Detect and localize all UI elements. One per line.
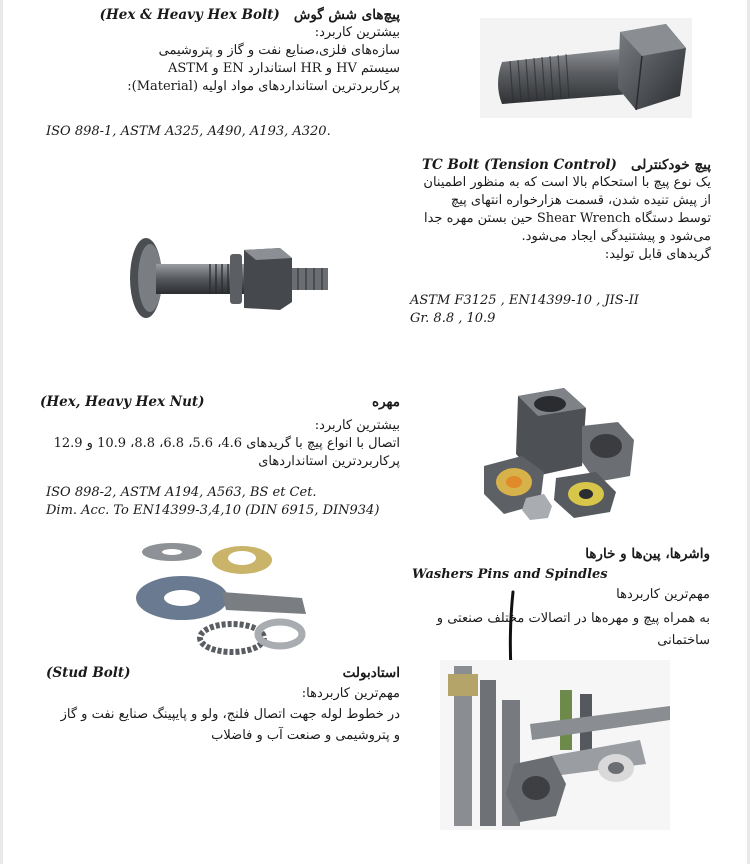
stud-bolts-photo <box>440 660 670 830</box>
tc-bolt-desc-line3: توسط دستگاه Shear Wrench حین بستن مهره جدا <box>423 211 711 226</box>
tc-bolt-photo <box>120 228 335 328</box>
nut-section <box>40 393 400 471</box>
stud-bolt-usage-line2: و پتروشیمی و صنعت آب و فاضلاب <box>211 728 400 743</box>
washers-section <box>400 545 710 563</box>
washers-usage-line2: ساختمانی <box>657 633 710 648</box>
nut-standards-line2: Dim. Acc. To EN14399-3,4,10 (DIN 6915, DIN934) <box>46 503 380 518</box>
stud-bolt-usage-label: مهم‌ترین کاربردها: <box>301 686 400 701</box>
hex-bolt-standards-label: پرکاربردترین استانداردهای مواد اولیه (Material): <box>127 79 400 94</box>
washers-usage <box>400 586 710 650</box>
tc-bolt-title <box>395 156 711 174</box>
tc-bolt-grades <box>410 292 710 328</box>
nut-standards <box>46 484 396 520</box>
washers-pins-photo <box>132 538 317 658</box>
nut-title-en: (Hex, Heavy Hex Nut) <box>40 394 205 410</box>
hex-bolt-section <box>30 6 400 96</box>
hex-bolt-photo <box>480 18 692 118</box>
tc-bolt-desc-line2: از پیش تنیده شدن، قسمت هزارخواره انتهای پیچ <box>450 193 711 208</box>
tc-bolt-title-fa: پیچ خودکنترلی <box>631 157 711 173</box>
stud-bolt-title-fa: استادبولت <box>342 665 400 681</box>
washers-usage-label: مهم‌ترین کاربردها <box>616 587 710 602</box>
tc-bolt-grades-line2: Gr. 8.8 , 10.9 <box>410 311 496 326</box>
stud-bolt-usage-line1: در خطوط لوله جهت اتصال فلنج، ولو و پایپینگ صنایع نفت و گاز <box>60 707 400 722</box>
hex-bolt-standards <box>46 123 376 141</box>
nut-title-fa: مهره <box>372 394 400 410</box>
washers-title-en-wrap <box>412 566 712 584</box>
washers-title-en: Washers Pins and Spindles <box>412 567 608 582</box>
hex-bolt-title-en: (Hex & Heavy Hex Bolt) <box>99 7 280 23</box>
stud-bolt-title-en: (Stud Bolt) <box>46 665 131 681</box>
nut-usage-line: اتصال با انواع پیچ با گریدهای 4.6، 5.6، 6.8، 8.8، 10.9 و 12.9 <box>53 436 400 451</box>
tc-bolt-grades-line1: ASTM F3125 , EN14399-10 , JIS-II <box>410 293 639 308</box>
stud-bolt-title <box>46 664 400 682</box>
hex-bolt-standards-value: ISO 898-1, ASTM A325, A490, A193, A320. <box>46 124 331 139</box>
nut-usage-label: بیشترین کاربرد: <box>314 418 400 433</box>
page-edge-left <box>0 0 3 864</box>
nut-standards-label: پرکاربردترین استانداردهای <box>258 454 400 469</box>
hex-bolt-title-fa: پیچ‌های شش گوش <box>293 7 400 23</box>
tc-bolt-grades-label: گریدهای قابل تولید: <box>604 247 711 262</box>
tc-bolt-section <box>395 156 711 264</box>
nut-title <box>40 393 400 411</box>
washers-title-fa: واشرها، پین‌ها و خارها <box>585 546 710 562</box>
tc-bolt-title-en: TC Bolt (Tension Control) <box>421 157 617 173</box>
tc-bolt-desc-line1: یک نوع پیچ با استحکام بالا است که به منظور اطمینان <box>423 175 711 190</box>
nut-standards-line1: ISO 898-2, ASTM A194, A563, BS et Cet. <box>46 485 317 500</box>
hex-bolt-usage-line2: سیستم HV و HR استاندارد EN و ASTM <box>167 61 400 76</box>
hex-bolt-usage-label: بیشترین کاربرد: <box>314 25 400 40</box>
washers-usage-line1: به همراه پیچ و مهره‌ها در اتصالات مختلف صنعتی و <box>436 611 710 626</box>
hex-nuts-photo <box>478 382 638 522</box>
tc-bolt-desc-line4: می‌شود و پیشتنیدگی ایجاد می‌شود. <box>521 229 711 244</box>
hex-bolt-usage-line1: سازه‌های فلزی،صنایع نفت و گاز و پتروشیمی <box>158 43 400 58</box>
stud-bolt-section <box>46 664 400 745</box>
hex-bolt-title <box>30 6 400 24</box>
